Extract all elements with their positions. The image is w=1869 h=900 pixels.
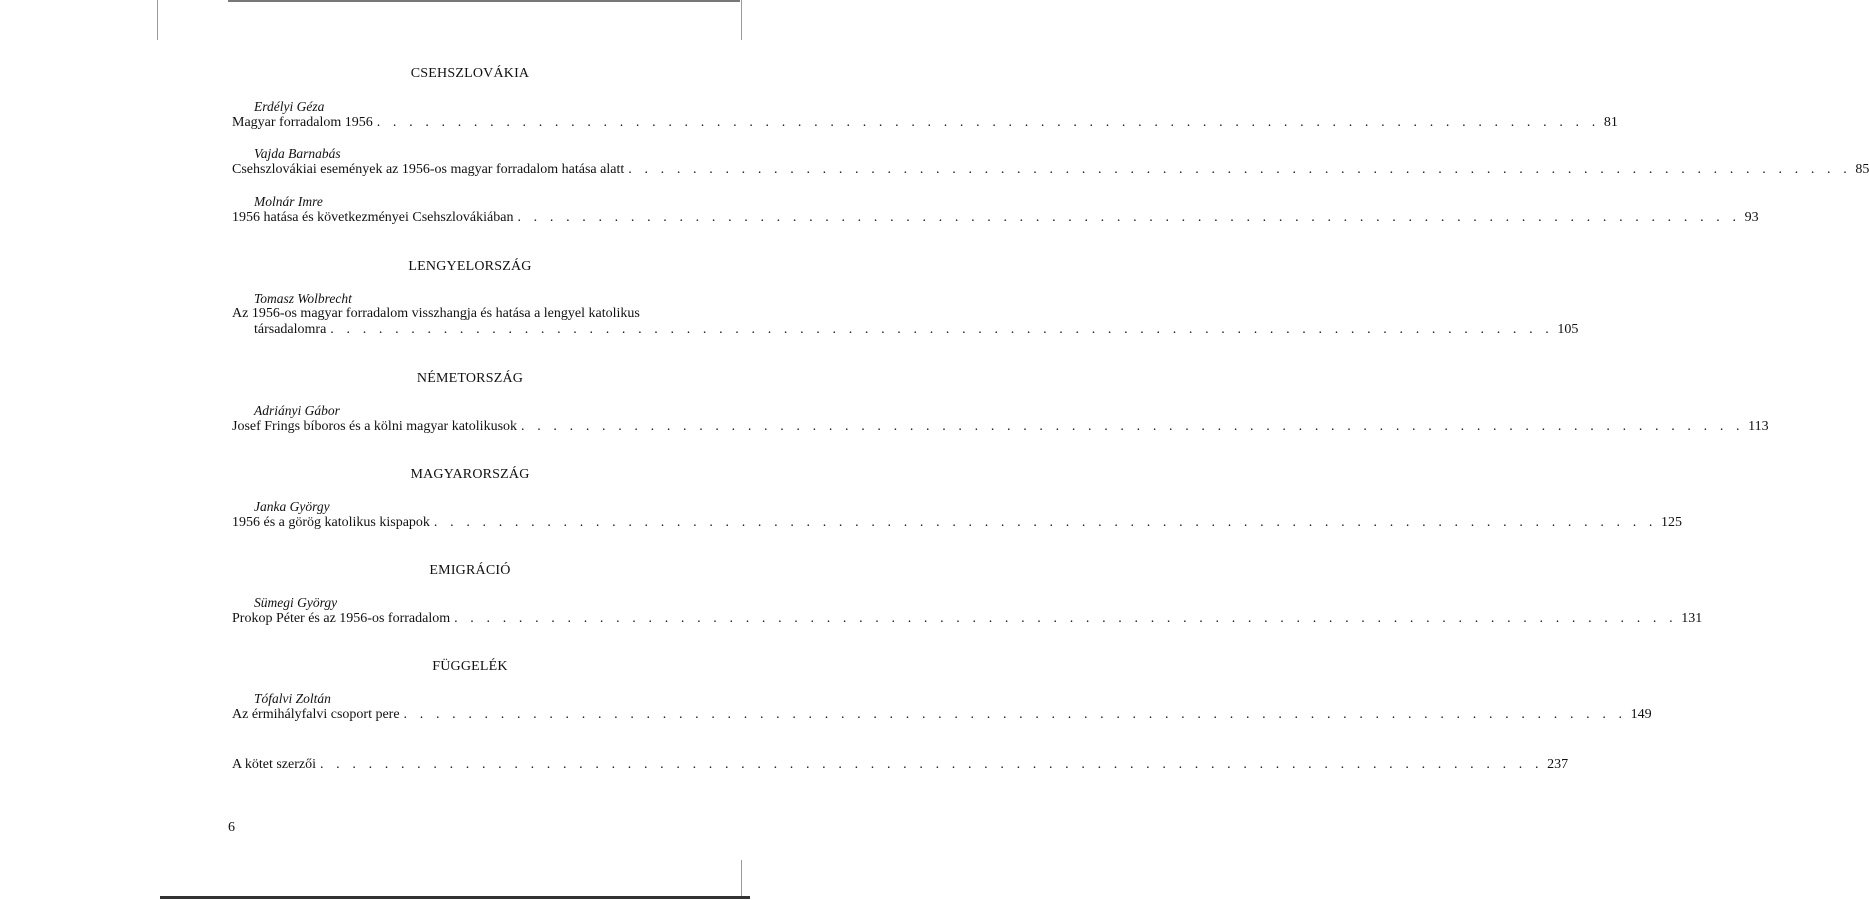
entry-page: 93 (1744, 210, 1759, 225)
dot-leader: . . . . . . . . . . . . . . . . . . . . . . . . . . . . . . . . . . . . . . . . . . . . . . . . . . . . . . . . . . . . . . . . . . . . . . . . . . . . (433, 515, 1658, 530)
author-janka-gyorgy: Janka György (254, 499, 330, 514)
dot-leader: . . . . . . . . . . . . . . . . . . . . . . . . . . . . . . . . . . . . . . . . . . . . . . . . . . . . . . . . . . . . . . . . . . . . . . . . . . . . (628, 162, 1852, 177)
entry-page: 149 (1630, 707, 1652, 722)
entry-title: 1956 hatása és következményei Csehszlovákiában (232, 210, 514, 225)
entry-page: 85 (1855, 162, 1869, 177)
entry-page: 131 (1681, 611, 1703, 626)
entry-title: 1956 és a görög katolikus kispapok (232, 515, 430, 530)
author-sumegi-gyorgy: Sümegi György (254, 595, 338, 610)
toc-entry[interactable] (232, 419, 1769, 439)
author-tomasz-wolbrecht: Tomasz Wolbrecht (254, 291, 352, 306)
entry-page: 81 (1603, 115, 1618, 130)
section-heading-fuggelek: FÜGGELÉK (432, 659, 508, 674)
entry-title: Magyar forradalom 1956 (232, 115, 373, 130)
entry-page: 105 (1557, 322, 1579, 337)
scan-edge-left (157, 0, 158, 40)
author-vajda-barnabas: Vajda Barnabás (254, 146, 341, 161)
section-heading-csehszlovakia: CSEHSZLOVÁKIA (410, 66, 530, 81)
entry-title-line-1: Az 1956-os magyar forradalom visszhangja és hatása a lengyel katolikus (232, 306, 640, 321)
entry-title: Az érmihályfalvi csoport pere (232, 707, 400, 722)
dot-leader: . . . . . . . . . . . . . . . . . . . . . . . . . . . . . . . . . . . . . . . . . . . . . . . . . . . . . . . . . . . . . . . . . . . . . . . . . . . . (319, 757, 1544, 772)
dot-leader: . . . . . . . . . . . . . . . . . . . . . . . . . . . . . . . . . . . . . . . . . . . . . . . . . . . . . . . . . . . . . . . . . . . . . . . . . . . . (330, 322, 1554, 337)
dot-leader: . . . . . . . . . . . . . . . . . . . . . . . . . . . . . . . . . . . . . . . . . . . . . . . . . . . . . . . . . . . . . . . . . . . . . . . . . . . . (403, 707, 1627, 722)
toc-entry[interactable] (232, 707, 1652, 727)
toc-entry[interactable] (232, 210, 1759, 230)
scan-edge-right (741, 0, 742, 40)
dot-leader: . . . . . . . . . . . . . . . . . . . . . . . . . . . . . . . . . . . . . . . . . . . . . . . . . . . . . . . . . . . . . . . . . . . . . . . . . . . . (454, 611, 1678, 626)
author-adrianyi-gabor: Adriányi Gábor (254, 403, 340, 418)
entry-title-line-2: társadalomra (254, 322, 327, 337)
toc-entry[interactable] (232, 115, 1618, 135)
toc-entry[interactable] (254, 322, 1579, 342)
entry-title: A kötet szerzői (232, 757, 316, 772)
section-heading-lengyelorszag: LENGYELORSZÁG (408, 259, 532, 274)
dot-leader: . . . . . . . . . . . . . . . . . . . . . . . . . . . . . . . . . . . . . . . . . . . . . . . . . . . . . . . . . . . . . . . . . . . . . . . . . . . . (517, 210, 1741, 225)
scan-edge-right-bottom (741, 860, 742, 896)
section-heading-nemetorszag: NÉMETORSZÁG (416, 371, 524, 386)
dot-leader: . . . . . . . . . . . . . . . . . . . . . . . . . . . . . . . . . . . . . . . . . . . . . . . . . . . . . . . . . . . . . . . . . . . . . . . . . . . . (376, 115, 1600, 130)
entry-page: 125 (1661, 515, 1683, 530)
toc-entry[interactable] (232, 162, 1869, 182)
toc-entry-authors[interactable] (232, 757, 1569, 777)
section-heading-emigracio: EMIGRÁCIÓ (429, 563, 511, 578)
toc-entry[interactable] (232, 515, 1683, 535)
entry-title: Prokop Péter és az 1956-os forradalom (232, 611, 451, 626)
author-tofalvi-zoltan: Tófalvi Zoltán (254, 691, 331, 706)
table-of-contents (232, 0, 1869, 900)
entry-title: Csehszlovákiai események az 1956-os magyar forradalom hatása alatt (232, 162, 625, 177)
section-heading-magyarorszag: MAGYARORSZÁG (410, 467, 530, 482)
entry-page: 237 (1547, 757, 1569, 772)
author-molnar-imre: Molnár Imre (254, 194, 323, 209)
author-erdelyi-geza: Erdélyi Géza (254, 99, 325, 114)
dot-leader: . . . . . . . . . . . . . . . . . . . . . . . . . . . . . . . . . . . . . . . . . . . . . . . . . . . . . . . . . . . . . . . . . . . . . . . . . . . . (521, 419, 1745, 434)
toc-entry[interactable] (232, 611, 1703, 631)
entry-title: Josef Frings bíboros és a kölni magyar katolikusok (232, 419, 518, 434)
page-number: 6 (228, 820, 235, 835)
entry-page: 113 (1748, 419, 1769, 434)
